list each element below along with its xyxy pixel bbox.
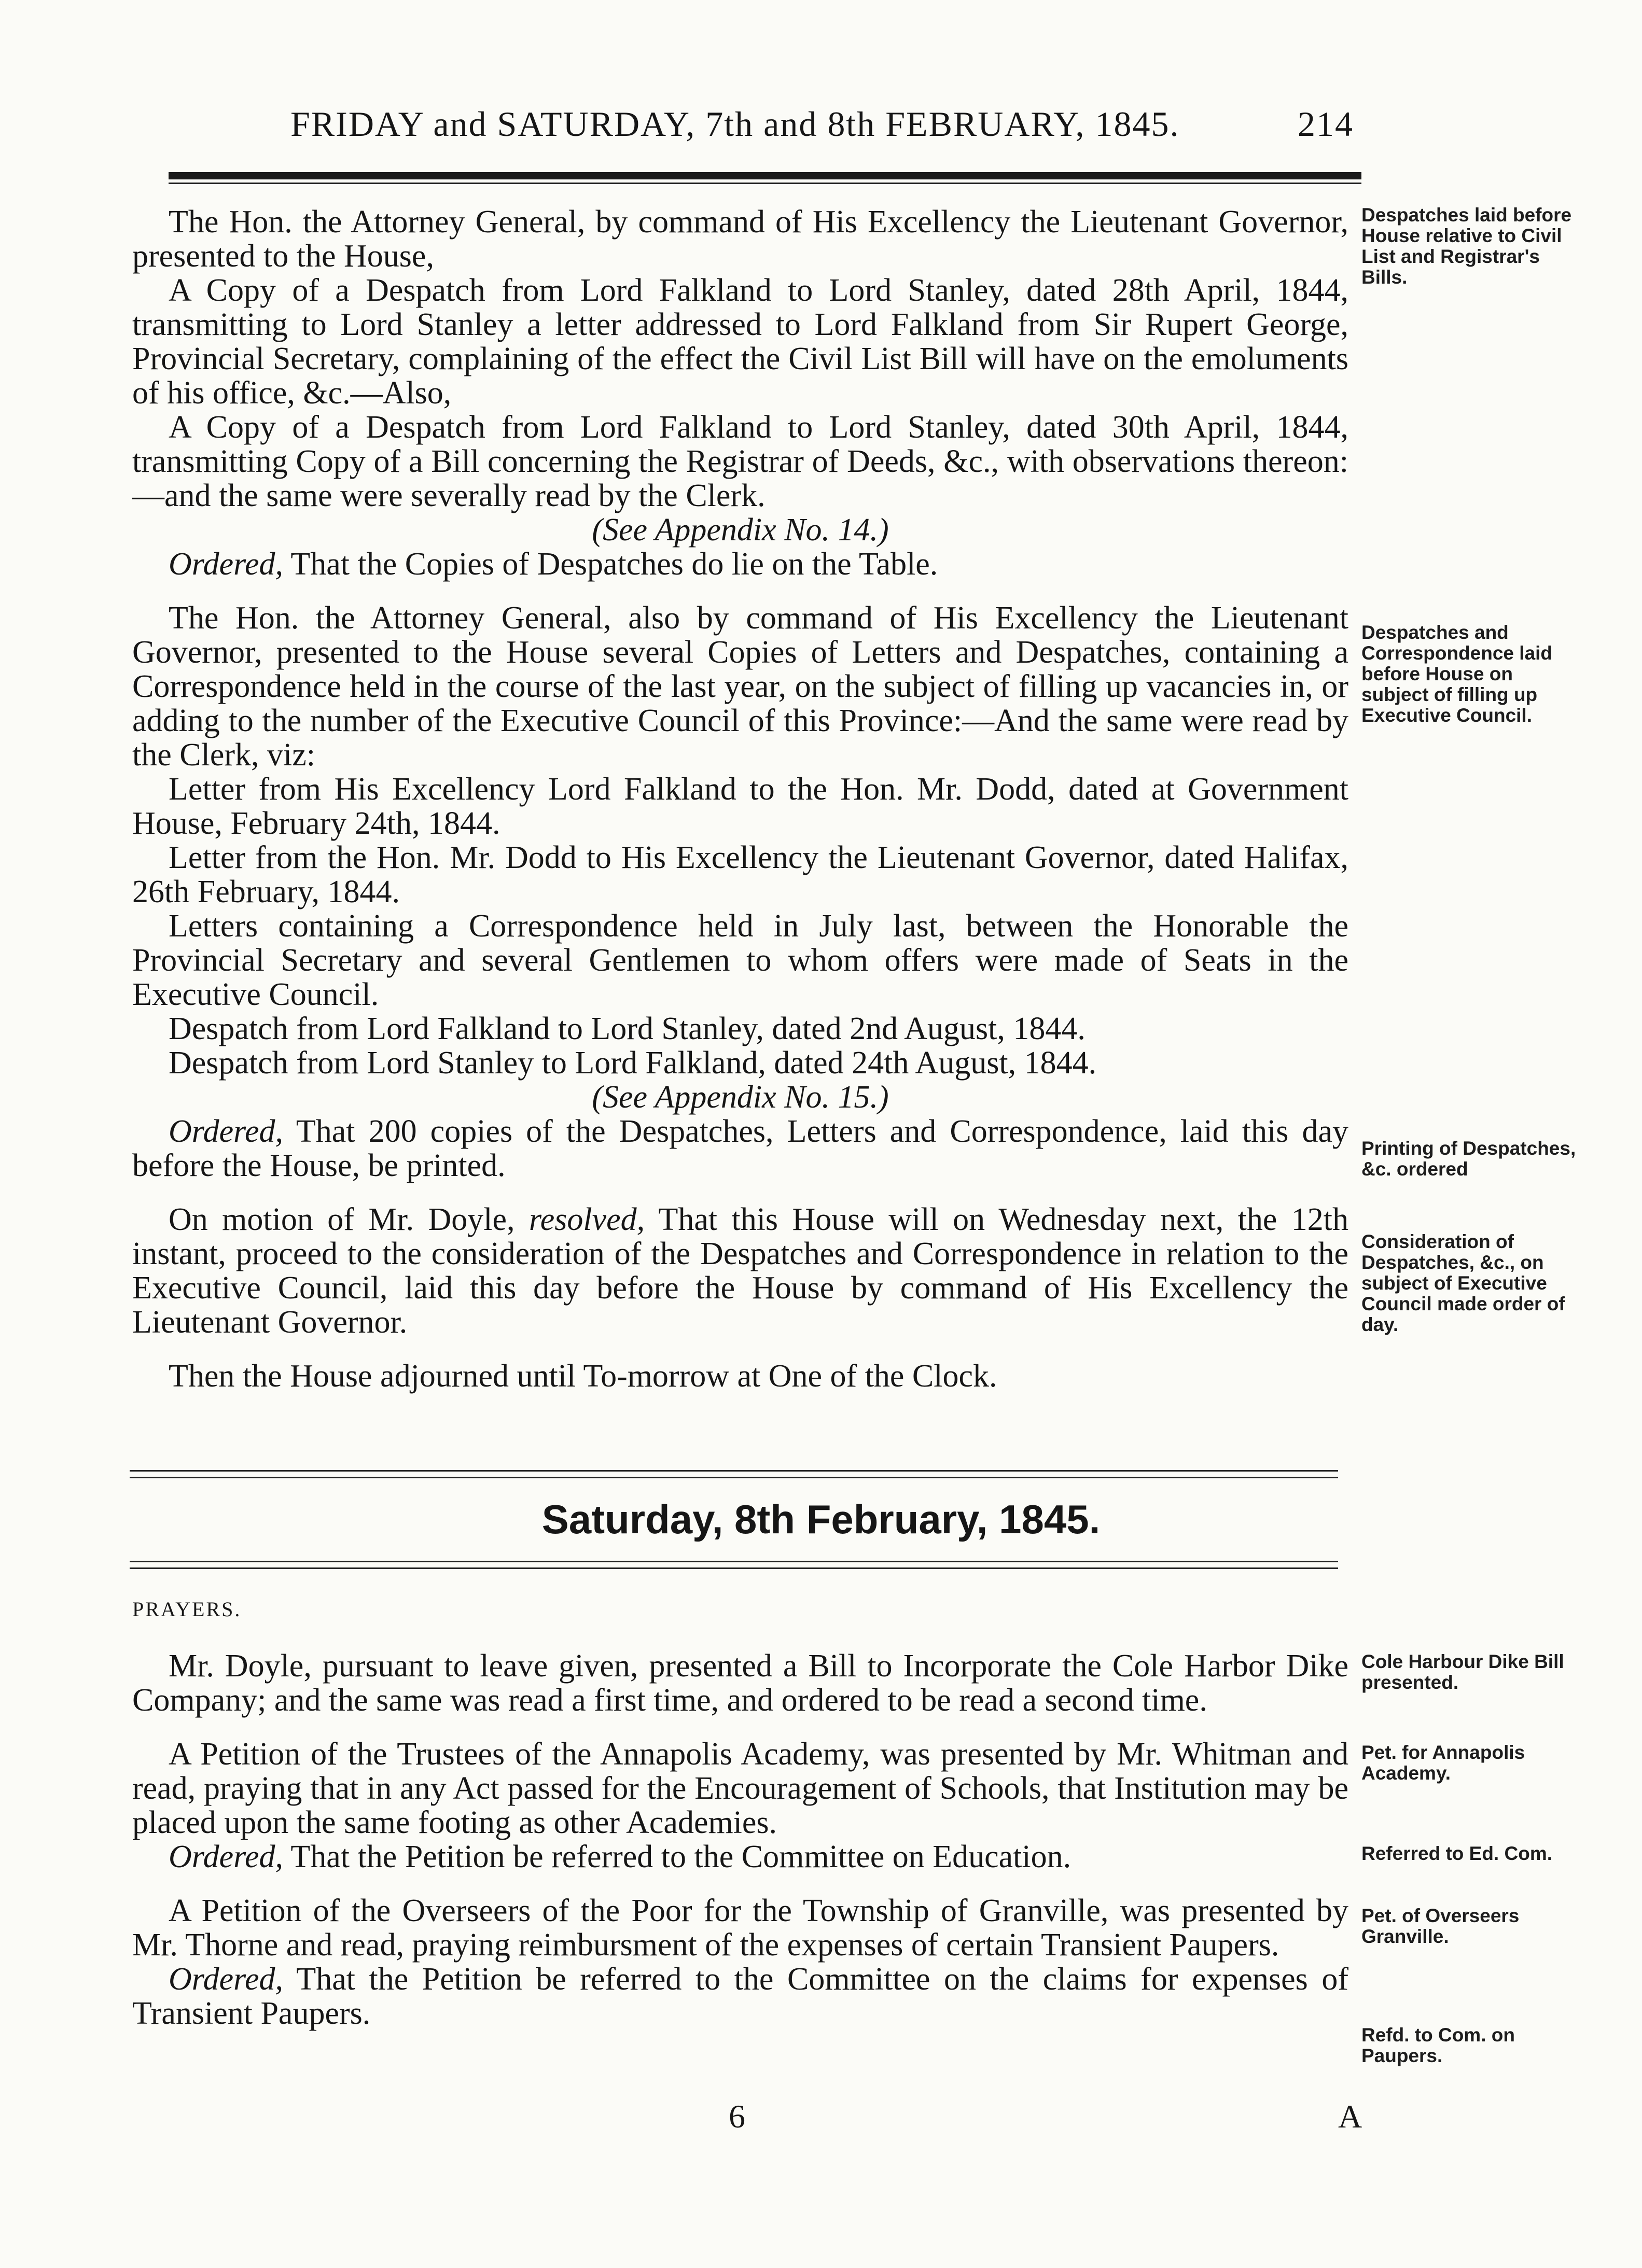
ordered-text: That the Petition be referred to the Committee on the claims for expenses of Transient Paupers. bbox=[132, 1962, 1348, 2031]
list-item: Letter from His Excellency Lord Falkland to the Hon. Mr. Dodd, dated at Government House, February 24th, 1844. bbox=[132, 772, 1348, 841]
margin-note: Pet. of Overseers Granville. bbox=[1361, 1905, 1520, 1947]
appendix-reference: (See Appendix No. 14.) bbox=[592, 512, 889, 548]
day-heading: Saturday, 8th February, 1845. bbox=[541, 1496, 1101, 1542]
margin-note: Refd. to Com. on Paupers. bbox=[1361, 2024, 1515, 2066]
section-rule bbox=[130, 1567, 1338, 1569]
ordered-word: Ordered, bbox=[169, 547, 283, 582]
section-rule bbox=[130, 1561, 1338, 1562]
margin-note: Consideration of Despatches, &c., on subject of Executive Council made order of day. bbox=[1361, 1231, 1565, 1335]
ordered-text: That the Copies of Despatches do lie on the Table. bbox=[283, 547, 938, 582]
ordered-word: Ordered, bbox=[169, 1962, 283, 1997]
header-title: FRIDAY and SATURDAY, 7th and 8th FEBRUARY, 1845. bbox=[290, 104, 1180, 144]
margin-note: Cole Harbour Dike Bill presented. bbox=[1361, 1651, 1564, 1693]
resolved-word: resolved, bbox=[528, 1202, 645, 1237]
ordered-text: That the Petition be referred to the Committee on Education. bbox=[283, 1839, 1072, 1874]
saturday-proceedings bbox=[132, 1649, 1348, 2031]
motion-text: That this House will on Wednesday next, the 12th instant, proceed to the consideration of the Despatches and Correspondence in relation to the Executive Council, laid this day before the House by command of His Excellency the Lieutenant Governor. bbox=[132, 1202, 1348, 1340]
order-paragraph bbox=[132, 1114, 1348, 1183]
adjournment: Then the House adjourned until To-morrow at One of the Clock. bbox=[169, 1359, 997, 1394]
paragraph: A Petition of the Overseers of the Poor for the Township of Granville, was presented by Mr. Thorne and read, praying reimbursment of the expenses of certain Transient Paupers. bbox=[132, 1893, 1348, 1963]
signature-letter: A bbox=[1338, 2098, 1362, 2135]
list-item: Letters containing a Correspondence held in July last, between the Honorable the Provincial Secretary and several Gentlemen to whom offers were made of Seats in the Executive Council. bbox=[132, 908, 1348, 1012]
section-rule bbox=[130, 1470, 1338, 1472]
paragraph: A Copy of a Despatch from Lord Falkland to Lord Stanley, dated 30th April, 1844, transmitting Copy of a Bill concerning the Registrar of Deeds, &c., with observations thereon:—and the same were severally read by the Clerk. bbox=[132, 410, 1348, 513]
paragraph: A Copy of a Despatch from Lord Falkland to Lord Stanley, dated 28th April, 1844, transmitting to Lord Stanley a letter addressed to Lord Falkland from Sir Rupert George, Provincial Secretary, complaining of the effect the Civil List Bill will have on the emoluments of his office, &c.—Also, bbox=[132, 273, 1348, 411]
order-paragraph bbox=[132, 547, 1348, 581]
paragraph: The Hon. the Attorney General, also by command of His Excellency the Lieutenant Governor, presented to the House several Copies of Letters and Despatches, containing a Correspondence held in the course of the last year, on the subject of filling up vacancies in, or adding to the number of the Executive Council of this Province:—And the same were read by the Clerk, viz: bbox=[132, 600, 1348, 773]
paragraph: Mr. Doyle, pursuant to leave given, presented a Bill to Incorporate the Cole Harbor Dike Company; and the same was read a first time, and ordered to be read a second time. bbox=[132, 1648, 1348, 1718]
margin-note: Printing of Despatches, &c. ordered bbox=[1361, 1138, 1576, 1180]
margin-note: Referred to Ed. Com. bbox=[1361, 1843, 1552, 1864]
margin-note: Pet. for Annapolis Academy. bbox=[1361, 1742, 1525, 1784]
motion-text: On motion of Mr. Doyle, bbox=[169, 1202, 529, 1237]
paragraph: The Hon. the Attorney General, by command of His Excellency the Lieutenant Governor, presented to the House, bbox=[132, 204, 1348, 274]
margin-note: Despatches laid before House relative to Civil List and Registrar's Bills. bbox=[1361, 204, 1572, 288]
list-item: Despatch from Lord Stanley to Lord Falkland, dated 24th August, 1844. bbox=[169, 1045, 1097, 1081]
paragraph: A Petition of the Trustees of the Annapolis Academy, was presented by Mr. Whitman and read, praying that in any Act passed for the Encouragement of Schools, that Institution may be placed upon the same footing as other Academies. bbox=[132, 1737, 1348, 1840]
ordered-word: Ordered, bbox=[169, 1839, 283, 1874]
prayers-label: PRAYERS. bbox=[132, 1598, 242, 1621]
header-rule-thin bbox=[169, 183, 1361, 184]
margin-note: Despatches and Correspondence laid before House on subject of filling up Executive Council. bbox=[1361, 622, 1553, 726]
running-header bbox=[290, 104, 1354, 150]
page-number: 214 bbox=[1298, 104, 1354, 144]
section-rule bbox=[130, 1477, 1338, 1478]
appendix-reference: (See Appendix No. 15.) bbox=[592, 1080, 889, 1115]
list-item: Letter from the Hon. Mr. Dodd to His Excellency the Lieutenant Governor, dated Halifax, 26th February, 1844. bbox=[132, 840, 1348, 909]
motion-paragraph bbox=[132, 1202, 1348, 1339]
list-item: Despatch from Lord Falkland to Lord Stanley, dated 2nd August, 1844. bbox=[169, 1011, 1086, 1046]
friday-proceedings bbox=[132, 205, 1348, 1393]
ordered-word: Ordered, bbox=[169, 1114, 283, 1149]
order-paragraph bbox=[132, 1962, 1348, 2031]
order-paragraph bbox=[132, 1840, 1348, 1874]
signature-number: 6 bbox=[729, 2098, 745, 2135]
ordered-text: That 200 copies of the Despatches, Letters and Correspondence, laid this day before the House, be printed. bbox=[132, 1114, 1348, 1183]
header-rule bbox=[169, 172, 1361, 179]
